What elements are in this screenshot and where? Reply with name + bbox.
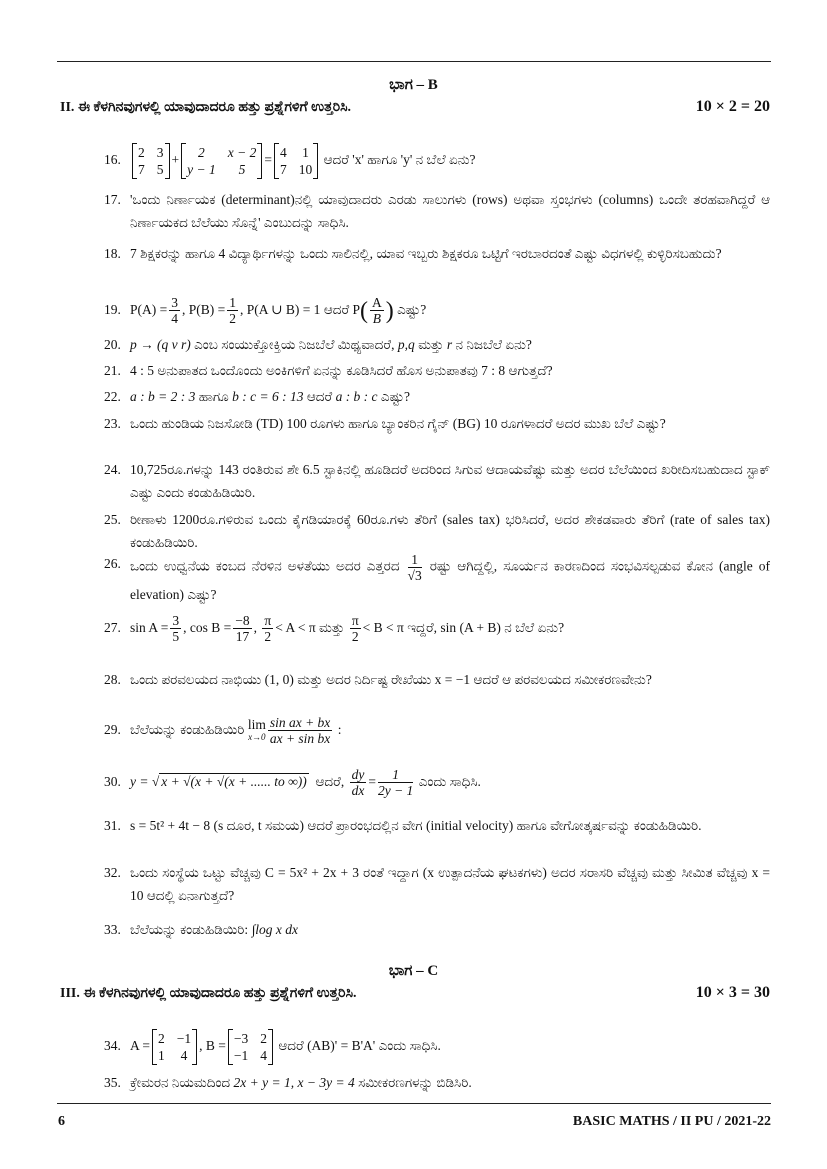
question-number: 16. — [104, 152, 121, 167]
question-text: 10,725ರೂ.ಗಳನ್ನು 143 ರಂತಿರುವ ಶೇ 6.5 ಸ್ಟಾಕಿನಲ್ಲಿ ಹೂಡಿದರೆ ಅದರಿಂದ ಸಿಗುವ ಆದಾಯವೆಷ್ಟು ಮತ್ತು ಅದರ ಬೆಲೆಯಿಂದ ಖರೀದಿಸಬಹುದಾದ ಸ್ಟಾಕ್ ಎಷ್ಟು ಎಂದು ಕಂಡುಹಿಡಿಯಿರಿ. — [130, 462, 770, 500]
math-fragment: , P(A ∪ B) = 1 — [240, 302, 321, 317]
question-21 — [104, 360, 770, 383]
math-fragment: 1 — [378, 767, 413, 783]
question-number: 20. — [104, 337, 121, 352]
question-number: 24. — [104, 462, 121, 477]
question-text: ಆದರೆ — [323, 302, 350, 317]
math-fragment: P — [352, 302, 361, 317]
math-fragment: dy — [351, 767, 365, 783]
math-fragment: y − 1 — [187, 161, 216, 177]
question-16 — [104, 140, 770, 180]
question-number: 28. — [104, 672, 121, 687]
part-b-heading: ಭಾಗ – B — [389, 77, 438, 93]
question-number: 32. — [104, 865, 121, 880]
math-fragment: ಬೆಲೆಯನ್ನು ಕಂಡುಹಿಡಿಯಿರಿ: — [130, 922, 249, 937]
marks: 10 × 3 = 30 — [695, 984, 770, 1001]
question-number: 19. — [104, 302, 121, 317]
math-fragment: < A < π — [275, 620, 316, 635]
question-number: 34. — [104, 1038, 121, 1053]
question-number: 21. — [104, 363, 121, 378]
question-33 — [104, 919, 770, 942]
question-text: ರೀಣಾಳು 1200ರೂ.ಗಳಿರುವ ಒಂದು ಕೈಗಡಿಯಾರಕ್ಕೆ 60ರೂ.ಗಳು ತೆರಿಗೆ (sales tax) ಭರಿಸಿದರೆ, ಅದರ ಶೇಕಡವಾರು ತೆರಿಗೆ (rate of sales tax) ಕಂಡುಹಿಡಿಯಿರಿ. — [130, 512, 770, 550]
math-fragment: A = — [130, 1038, 150, 1053]
math-fragment: 3 — [171, 295, 178, 311]
section-number: II. — [60, 100, 75, 115]
question-text: ಒಂದು ಪರವಲಯದ ನಾಭಿಯು (1, 0) ಮತ್ತು ಅದರ ನಿರ್ದಿಷ್ಟ ರೇಖೆಯು x = −1 ಆದರೆ ಆ ಪರವಲಯದ ಸಮೀಕರಣವೇನು? — [130, 672, 652, 687]
math-fragment: 2 — [198, 144, 205, 160]
question-number: 26. — [104, 556, 121, 571]
question-text: 4 : 5 ಅನುಪಾತದ ಒಂದೊಂದು ಅಂಕಿಗಳಿಗೆ ಏನನ್ನು ಕೂಡಿಸಿದರೆ ಹೊಸ ಅನುಪಾತವು 7 : 8 ಆಗುತ್ತದೆ? — [130, 363, 553, 378]
math-fragment: ಎಂದು ಸಾಧಿಸಿ. — [418, 774, 481, 789]
math-fragment: ಕ್ರೇಮರನ ನಿಯಮದಿಂದ — [130, 1075, 231, 1090]
question-number: 35. — [104, 1075, 121, 1090]
question-22 — [104, 386, 770, 409]
math-fragment: B — [372, 311, 382, 327]
math-fragment: 5 — [238, 161, 246, 177]
math-fragment: −1 — [176, 1030, 192, 1046]
math-fragment: A — [372, 295, 382, 311]
matrix — [274, 143, 318, 179]
math-fragment: P(A) = — [130, 302, 168, 317]
math-fragment: 1 — [158, 1047, 165, 1063]
math-fragment: √3 — [407, 568, 422, 583]
math-fragment: dx — [351, 783, 365, 799]
question-17 — [104, 189, 770, 234]
math-fragment: −1 — [233, 1047, 249, 1063]
math-fragment: ಸಮೀಕರಣಗಳನ್ನು ಬಿಡಿಸಿರಿ. — [358, 1075, 472, 1090]
question-32 — [104, 862, 770, 907]
footer-title: BASIC MATHS / II PU / 2021-22 — [572, 1114, 771, 1129]
bottom-rule — [57, 1103, 771, 1104]
question-number: 17. — [104, 192, 121, 207]
math-fragment: sin ax + bx — [269, 715, 331, 731]
math-fragment: 5 — [172, 629, 180, 645]
math-fragment: sin (A + B) — [440, 620, 501, 635]
math-fragment: 1 — [229, 295, 236, 311]
question-number: 18. — [104, 246, 121, 261]
question-text: 7 ಶಿಕ್ಷಕರನ್ನು ಹಾಗೂ 4 ವಿದ್ಯಾರ್ಥಿಗಳನ್ನು ಒಂದು ಸಾಲಿನಲ್ಲಿ, ಯಾವ ಇಬ್ಬರು ಶಿಕ್ಷಕರೂ ಒಟ್ಟಿಗೆ ಇರಬಾರದಂತೆ ಎಷ್ಟು ವಿಧಗಳಲ್ಲಿ ಕುಳ್ಳಿರಿಸಬಹುದು? — [130, 246, 722, 261]
question-24 — [104, 459, 770, 504]
question-number: 27. — [104, 620, 121, 635]
question-number: 22. — [104, 389, 121, 404]
math-fragment: x→0 — [248, 731, 266, 742]
part-c-instruction — [60, 986, 770, 1002]
math-fragment: 2x + y = 1, x − 3y = 4 — [233, 1075, 355, 1090]
math-fragment: 2 — [138, 144, 145, 160]
matrix — [152, 1029, 197, 1065]
math-fragment: ∫log x dx — [251, 922, 298, 937]
question-number: 31. — [104, 818, 121, 833]
math-fragment: 4 — [180, 1047, 188, 1063]
question-number: 23. — [104, 416, 121, 431]
math-fragment: 2y − 1 — [377, 783, 414, 799]
part-c-heading: ಭಾಗ – C — [388, 963, 439, 979]
math-fragment: a : b : c — [335, 389, 378, 404]
question-20 — [104, 334, 770, 357]
math-fragment: ಮತ್ತು — [319, 620, 345, 635]
math-fragment: −3 — [233, 1030, 249, 1046]
question-text: ಆದರೆ 'x' ಹಾಗೂ 'y' ನ ಬೆಲೆ ಏನು? — [323, 152, 476, 167]
math-fragment: ರಷ್ಟು ಆಗಿದ್ದಲ್ಲಿ, ಸೂರ್ಯನ ಕಾರಣದಿಂದ ಸಂಭವಿಸಲ್ಪಡುವ ಕೋನ (angle of elevation) ಎಷ್ಟು? — [130, 558, 770, 602]
math-fragment: , B = — [199, 1038, 226, 1053]
question-number: 33. — [104, 922, 121, 937]
math-fragment: ಎಷ್ಟು? — [380, 389, 411, 404]
math-fragment: 7 — [279, 161, 287, 177]
math-fragment: : — [337, 722, 342, 737]
question-28 — [104, 669, 770, 692]
math-fragment: y = — [130, 774, 149, 789]
math-fragment: b : c = 6 : 13 — [232, 389, 304, 404]
instruction-text: ಈ ಕೆಳಗಿನವುಗಳಲ್ಲಿ ಯಾವುದಾದರೂ ಹತ್ತು ಪ್ರಶ್ನೆಗಳಿಗೆ ಉತ್ತರಿಸಿ. — [77, 100, 352, 115]
math-fragment: sin A = — [130, 620, 169, 635]
math-fragment: (AB)' = B'A' — [307, 1038, 376, 1053]
math-fragment: ನ ನಿಜಬೆಲೆ ಏನು? — [455, 337, 532, 352]
math-fragment: ಆದರೆ — [306, 389, 333, 404]
math-fragment: < B < π — [362, 620, 404, 635]
math-fragment: 4 — [260, 1047, 267, 1063]
math-fragment: 4 — [171, 311, 178, 327]
page-number: 6 — [58, 1114, 65, 1129]
math-fragment: 2 — [264, 629, 272, 645]
math-fragment: ಹಾಗೂ — [198, 389, 229, 404]
top-rule — [57, 61, 771, 62]
math-fragment: 4 — [279, 144, 287, 160]
math-fragment: 7 — [138, 161, 145, 177]
question-34 — [104, 1026, 770, 1066]
math-fragment: ಬೆಲೆಯನ್ನು ಕಂಡುಹಿಡಿಯಿರಿ — [130, 722, 245, 737]
question-26 — [104, 552, 770, 607]
math-fragment: 10 — [298, 161, 313, 177]
question-number: 29. — [104, 722, 121, 737]
math-fragment: ಮತ್ತು — [418, 337, 444, 352]
math-fragment: ನ ಬೆಲೆ ಏನು? — [504, 620, 565, 635]
math-fragment: 2 — [229, 311, 236, 327]
math-fragment: ಇದ್ದರೆ, — [407, 620, 438, 635]
math-fragment: a : b = 2 : 3 — [130, 389, 196, 404]
question-27: 27. sin A = $\frac{3}{5}$ , cos B = $\frac{-8}{17}$ , $\frac{\pi}{2}$ < A < π ಮತ್ತು $\frac{\pi}{2}$ < B < π ಇದ್ದರೆ, sin (A + B) ನ ಬೆಲೆ ಏನು? — [104, 610, 770, 646]
question-35 — [104, 1072, 770, 1095]
question-number: 25. — [104, 512, 121, 527]
matrix — [132, 143, 170, 179]
question-23 — [104, 413, 770, 436]
section-number: III. — [60, 986, 80, 1001]
math-fragment: x − 2 — [227, 144, 257, 160]
equals: = — [264, 152, 272, 167]
question-25 — [104, 509, 770, 554]
math-fragment: π — [351, 613, 359, 629]
math-fragment: x + √(x + √(x + ...... to ∞)) — [161, 774, 307, 789]
math-fragment: , P(B) = — [182, 302, 226, 317]
math-fragment: ಒಂದು ಉಧ್ವನೆಯ ಕಂಬದ ನೆರಳಿನ ಅಳತೆಯು ಅದರ ಎತ್ತರದ — [130, 558, 400, 574]
math-fragment: , cos B = — [183, 620, 232, 635]
math-fragment: 2 — [158, 1030, 165, 1046]
math-fragment: r — [446, 337, 453, 352]
math-fragment: ಆದರೆ, — [315, 774, 345, 789]
plus: + — [171, 152, 180, 167]
math-fragment: ಎಂದು ಸಾಧಿಸಿ. — [378, 1038, 441, 1053]
math-fragment: 3 — [156, 144, 164, 160]
math-fragment: 3 — [172, 613, 180, 629]
math-fragment: 1 — [408, 552, 422, 568]
math-fragment: = — [368, 774, 376, 789]
math-fragment: 5 — [156, 161, 164, 177]
question-text: ಒಂದು ಹುಂಡಿಯ ನಿಜಸೋಡಿ (TD) 100 ರೂಗಳು ಹಾಗೂ ಬ್ಯಾಂಕರಿನ ಗೈನ್ (BG) 10 ರೂಗಳಾದರೆ ಅದರ ಮುಖ ಬೆಲೆ ಎಷ್ಟು? — [130, 416, 666, 431]
math-fragment: lim — [247, 716, 266, 732]
question-number: 30. — [104, 774, 121, 789]
question-text: ಒಂದು ಸಂಸ್ಥೆಯ ಒಟ್ಟು ವೆಚ್ಚವು C = 5x² + 2x + 3 ರಂತೆ ಇದ್ದಾಗ (x ಉತ್ಪಾದನೆಯ ಘಟಕಗಳು) ಅದರ ಸರಾಸರಿ ವೆಚ್ಚವು ಮತ್ತು ಸೀಮಿತ ವೆಚ್ಚವು x = 10 ಆದಲ್ಲಿ ಏನಾಗುತ್ತದೆ? — [130, 865, 770, 903]
matrix — [228, 1029, 273, 1065]
matrix — [181, 143, 262, 179]
part-b-instruction — [60, 100, 770, 116]
question-31 — [104, 815, 770, 838]
question-text: ಎಷ್ಟು? — [397, 302, 427, 317]
question-19: 19. P(A) = $\frac{3}{4}$ , P(B) = $\frac{1}{2}$ , P(A ∪ B) = 1 ಆದರೆ P( $\frac{A}{B}$ ) ಎಷ್ಟು? — [104, 292, 770, 329]
math-fragment: π — [264, 613, 272, 629]
math-fragment: 1 — [302, 144, 309, 160]
math-fragment: p → (q v r) — [130, 337, 191, 352]
question-text: 'ಒಂದು ನಿರ್ಣಾಯಕ (determinant)ನಲ್ಲಿ ಯಾವುದಾದರು ಎರಡು ಸಾಲುಗಳು (rows) ಅಥವಾ ಸ್ತಂಭಗಳು (columns) ಒಂದೇ ತರಹವಾಗಿದ್ದರೆ ಆ ನಿರ್ಣಾಯಕದ ಬೆಲೆಯು ಸೊನ್ನೆ' ಎಂಬುದನ್ನು ಸಾಧಿಸಿ. — [130, 192, 770, 230]
question-18 — [104, 243, 770, 266]
math-fragment: 17 — [235, 629, 250, 645]
math-fragment: 2 — [351, 629, 359, 645]
question-29 — [104, 712, 770, 748]
math-fragment: −8 — [235, 613, 250, 629]
math-fragment: ಆದರೆ — [278, 1038, 304, 1053]
question-text: s = 5t² + 4t − 8 (s ದೂರ, t ಸಮಯ) ಆದರೆ ಪ್ರಾರಂಭದಲ್ಲಿನ ವೇಗ (initial velocity) ಹಾಗೂ ವೇಗೋತ್ಕರ್ಷವನ್ನು ಕಂಡುಹಿಡಿಯಿರಿ. — [130, 818, 702, 833]
math-fragment: p,q — [397, 337, 415, 352]
question-30: 30. y = √ x + √(x + √(x + ...... to ∞)) ಆದರೆ, $\frac{dy}{dx}$ = $\frac{1}{2y - 1}$ ಎಂದು ಸಾಧಿಸಿ. — [104, 764, 770, 800]
math-fragment: 2 — [260, 1030, 267, 1046]
math-fragment: ax + sin bx — [269, 731, 331, 747]
math-fragment: ಎಂಬ ಸಂಯುಕ್ತೋಕ್ತಿಯ ನಿಜಬೆಲೆ ಮಿಥ್ಯವಾದರೆ, — [194, 337, 395, 352]
marks: 10 × 2 = 20 — [695, 98, 770, 115]
instruction-text: ಈ ಕೆಳಗಿನವುಗಳಲ್ಲಿ ಯಾವುದಾದರೂ ಹತ್ತು ಪ್ರಶ್ನೆಗಳಿಗೆ ಉತ್ತರಿಸಿ. — [83, 986, 357, 1001]
